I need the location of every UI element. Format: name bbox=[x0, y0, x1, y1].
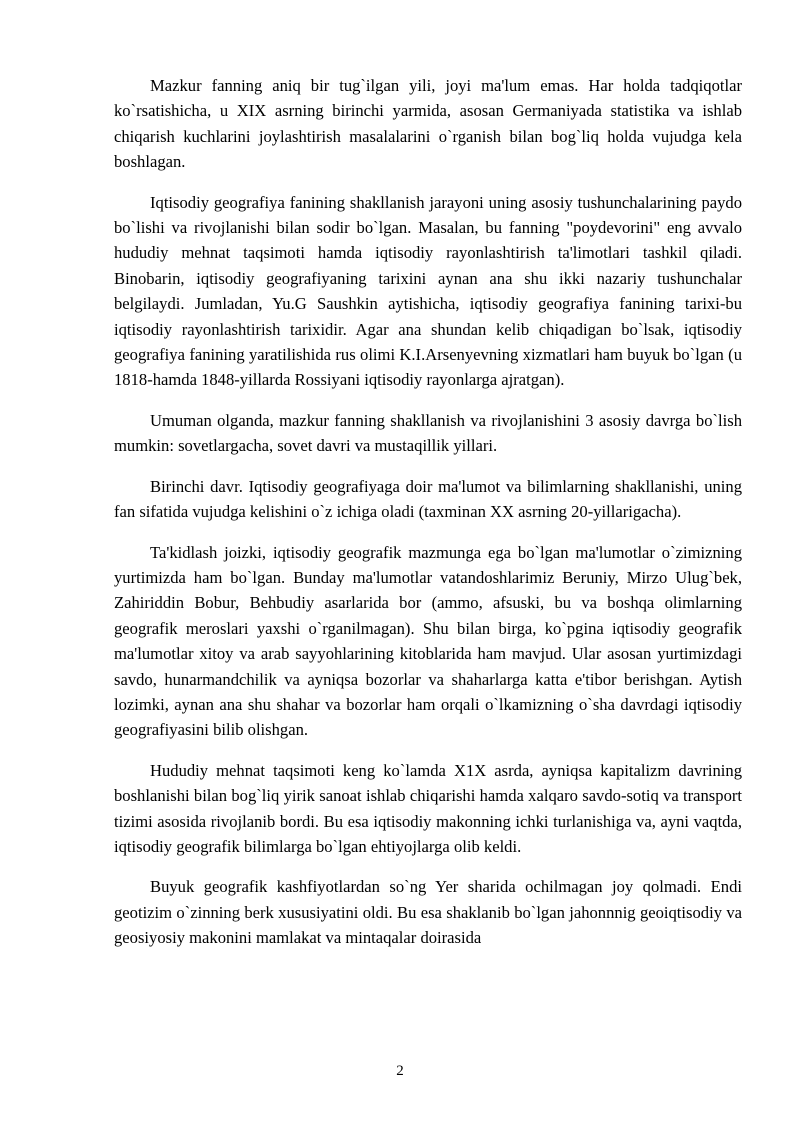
paragraph-6: Hududiy mehnat taqsimoti keng ko`lamda X1X asrda, ayniqsa kapitalizm davrining boshlanishi bilan bog`liq yirik sanoat ishlab chiqarishi hamda xalqaro savdo-sotiq va transport tizimi asosida rivojlanib bordi. Bu esa iqtisodiy makonning ichki turlanishiga va, ayni vaqtda, iqtisodiy geografik bilimlarga bo`lgan ehtiyojlarga olib keldi. bbox=[114, 760, 742, 856]
paragraph-2: Iqtisodiy geografiya fanining shakllanish jarayoni uning asosiy tushunchalarining paydo bo`lishi va rivojlanishi bilan sodir bo`lgan. Masalan, bu fanning "poydevorini" eng avvalo hududiy mehnat taqsimoti hamda iqtisodiy rayonlashtirish ta'limotlari tashkil qiladi. Binobarin, iqtisodiy geografiyaning tarixini aynan ana shu ikki nazariy tushunchalar belgilaydi. Jumladan, Yu.G Saushkin aytishicha, iqtisodiy geografiya fanining tarixi-bu iqtisodiy rayonlashtirish tarixidir. Agar ana shundan kelib chiqadigan bo`lsak, iqtisodiy geografiya fanining yaratilishida rus olimi K.I.Arsenyevning xizmatlari ham buyuk bo`lgan (u 1818-hamda 1848-yillarda Rossiyani iqtisodiy rayonlarga ajratgan). bbox=[114, 192, 742, 390]
document-body bbox=[114, 73, 742, 966]
paragraph-3: Umuman olganda, mazkur fanning shakllanish va rivojlanishini 3 asosiy davrga bo`lish mumkin: sovetlargacha, sovet davri va mustaqillik yillari. bbox=[114, 410, 742, 456]
page-number: 2 bbox=[396, 1063, 404, 1079]
paragraph-5: Ta'kidlash joizki, iqtisodiy geografik mazmunga ega bo`lgan ma'lumotlar o`zimizning yurtimizda ham bo`lgan. Bunday ma'lumotlar vatandoshlarimiz Beruniy, Mirzo Ulug`bek, Zahiriddin Bobur, Behbudiy asarlarida bor (ammo, afsuski, bu va boshqa olimlarning geografik meroslari yaxshi o`rganilmagan). Shu bilan birga, ko`pgina iqtisodiy geografik ma'lumotlar xitoy va arab sayyohlarining kitoblarida ham mavjud. Ular asosan yurtimizdagi savdo, hunarmandchilik va ayniqsa bozorlar va shaharlarga katta e'tibor berishgan. Aytish lozimki, aynan ana shu shahar va bozorlar ham orqali o`lkamizning o`sha davrdagi iqtisodiy geografiyasini bilib olishgan. bbox=[114, 542, 742, 740]
paragraph-1: Mazkur fanning aniq bir tug`ilgan yili, joyi ma'lum emas. Har holda tadqiqotlar ko`rsatishicha, u XIX asrning birinchi yarmida, asosan Germaniyada statistika va ishlab chiqarish kuchlarini joylashtirish masalalarini o`rganish bilan bog`liq holda vujudga kela boshlagan. bbox=[114, 76, 742, 172]
paragraph-7: Buyuk geografik kashfiyotlardan so`ng Yer sharida ochilmagan joy qolmadi. Endi geotizim o`zinning berk xususiyatini oldi. Bu esa shaklanib bo`lgan jahonnnig geoiqtisodiy va geosiyosiy makonini mamlakat va mintaqalar doirasida bbox=[114, 877, 742, 948]
paragraph-4: Birinchi davr. Iqtisodiy geografiyaga doir ma'lumot va bilimlarning shakllanishi, uning fan sifatida vujudga kelishini o`z ichiga oladi (taxminan XX asrning 20-yillarigacha). bbox=[114, 476, 742, 522]
